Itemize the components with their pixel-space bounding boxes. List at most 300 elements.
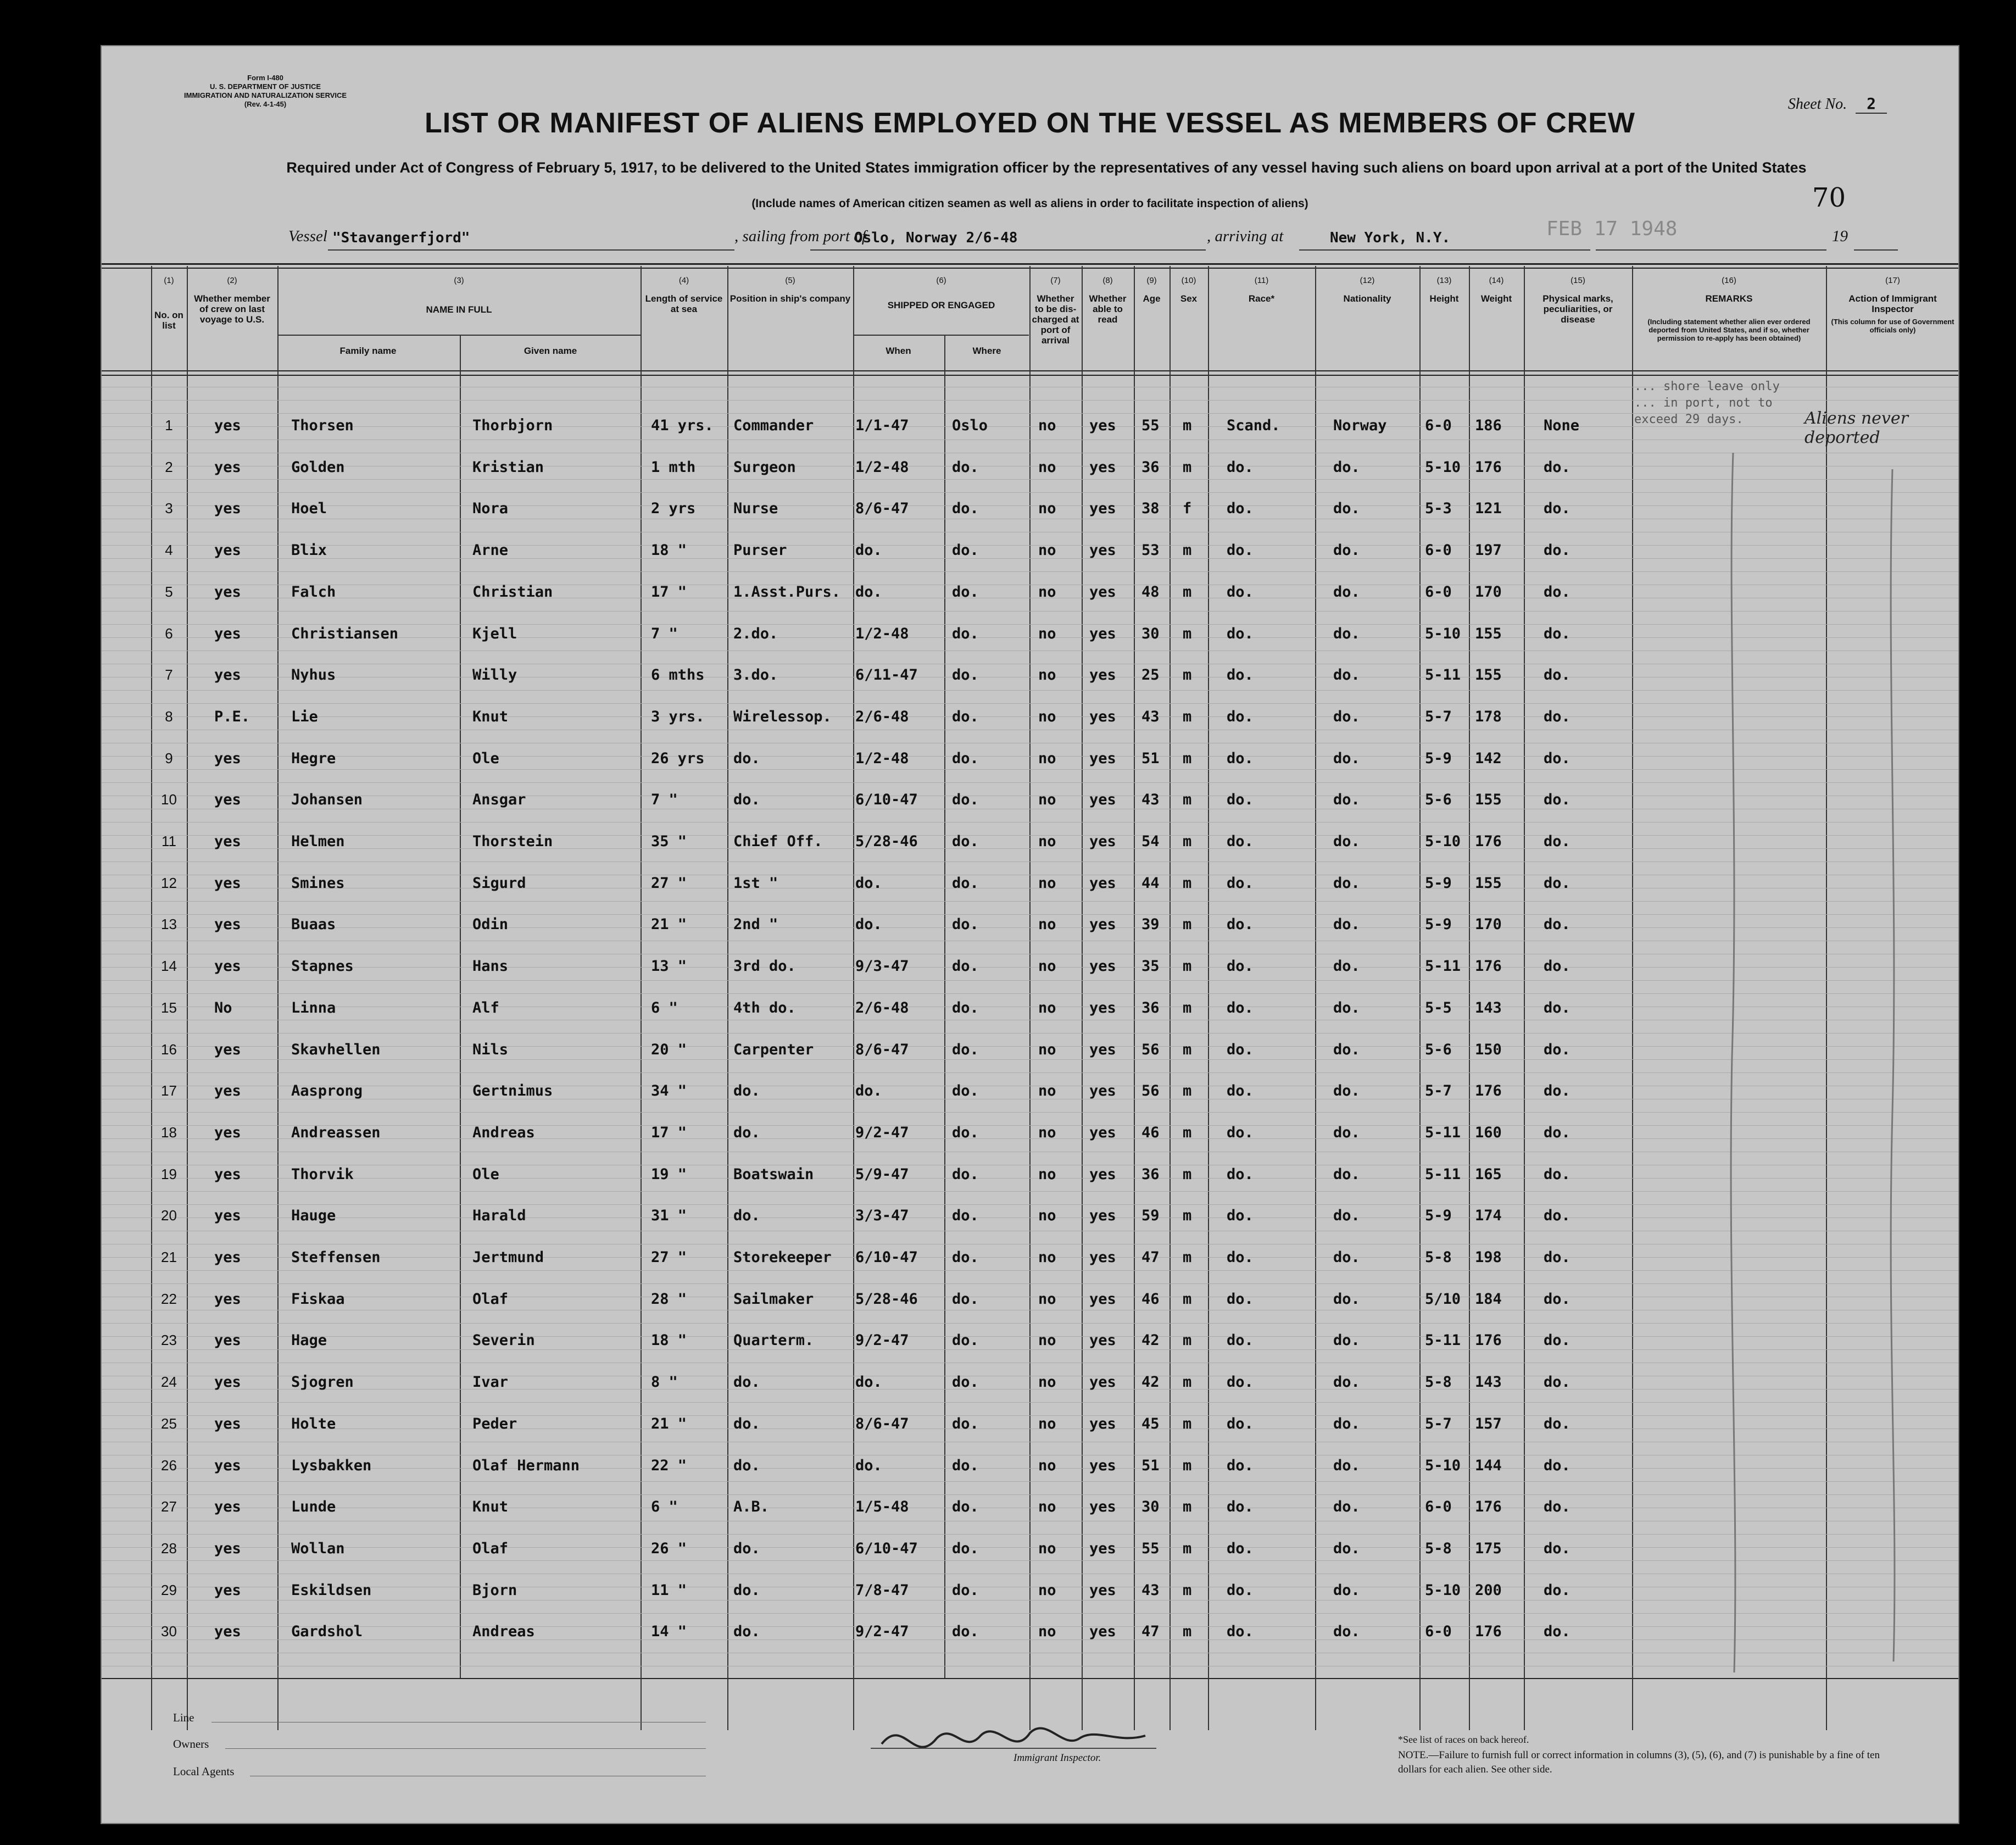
able-to-read: yes	[1089, 749, 1116, 767]
ruled-line	[102, 1072, 1958, 1073]
row-number: 14	[161, 958, 177, 975]
family-name: Smines	[291, 874, 345, 892]
column-number: (8)	[1102, 276, 1113, 285]
column-header: Whether to be dis-charged at port of arrival	[1032, 293, 1079, 346]
age: 39	[1141, 916, 1160, 933]
weight: 176	[1475, 1082, 1502, 1100]
family-name: Sjogren	[291, 1374, 354, 1391]
position: Boatswain	[733, 1165, 814, 1183]
nationality: do.	[1333, 1498, 1360, 1516]
family-name: Andreassen	[291, 1124, 381, 1141]
weight: 186	[1475, 417, 1502, 434]
given-name: Thorstein	[472, 833, 553, 850]
position: do.	[733, 1581, 760, 1599]
given-name: Olaf	[472, 1540, 509, 1557]
weight: 176	[1475, 1623, 1502, 1641]
shipped-where: do.	[952, 1374, 979, 1391]
physical-marks: do.	[1544, 1415, 1571, 1432]
prior-voyage: yes	[214, 1332, 241, 1349]
line-label: Line	[173, 1711, 194, 1724]
nationality: do.	[1333, 625, 1360, 642]
family-name: Aasprong	[291, 1082, 363, 1100]
weight: 200	[1475, 1581, 1502, 1599]
shipped-where: do.	[952, 1623, 979, 1641]
prior-voyage: yes	[214, 1165, 241, 1183]
age: 46	[1141, 1290, 1160, 1308]
ruled-line	[102, 1178, 1958, 1179]
race: do.	[1227, 542, 1254, 559]
age: 36	[1141, 999, 1160, 1016]
physical-marks: do.	[1544, 1540, 1571, 1557]
length-of-service: 11 "	[651, 1581, 687, 1599]
shipped-where: do.	[952, 1581, 979, 1599]
family-name: Helmen	[291, 833, 345, 850]
nationality: do.	[1333, 542, 1360, 559]
weight: 121	[1475, 500, 1502, 518]
position: Wirelessop.	[733, 708, 832, 725]
column-header: Race*	[1248, 293, 1275, 304]
owners-label: Owners	[173, 1737, 209, 1750]
shipped-where: do.	[952, 666, 979, 684]
physical-marks: do.	[1544, 958, 1571, 975]
weight: 155	[1475, 791, 1502, 809]
able-to-read: yes	[1089, 542, 1116, 559]
discharged: no	[1038, 874, 1056, 892]
ruled-line	[102, 1547, 1958, 1548]
discharged: no	[1038, 458, 1056, 476]
position: 4th do.	[733, 999, 796, 1016]
column-header: Sex	[1180, 293, 1198, 304]
position: 3rd do.	[733, 958, 796, 975]
ruled-line	[102, 1349, 1958, 1350]
age: 47	[1141, 1623, 1160, 1641]
able-to-read: yes	[1089, 874, 1116, 892]
family-name: Fiskaa	[291, 1290, 345, 1308]
height: 5-8	[1425, 1249, 1452, 1266]
nationality: do.	[1333, 708, 1360, 725]
shipped-when: 1/5-48	[855, 1498, 909, 1516]
given-name: Olaf Hermann	[472, 1457, 580, 1474]
able-to-read: yes	[1089, 958, 1116, 975]
physical-marks: do.	[1544, 749, 1571, 767]
ruled-line	[102, 1059, 1958, 1060]
sex: m	[1183, 542, 1192, 559]
row-number: 10	[161, 791, 177, 808]
prior-voyage: yes	[214, 1415, 241, 1432]
column-number: (1)	[164, 276, 174, 285]
ruled-line	[102, 505, 1958, 506]
able-to-read: yes	[1089, 1457, 1116, 1474]
shipped-where: do.	[952, 1457, 979, 1474]
ruled-line	[102, 914, 1958, 915]
form-number: Form I-480	[247, 74, 283, 82]
nationality: do.	[1333, 1374, 1360, 1391]
position: Chief Off.	[733, 833, 823, 850]
ruled-line	[102, 901, 1958, 902]
column-header-note: (Including statement whether alien ever ordered deported from United States, and if so, whether permission to re-apply has been obtained)	[1647, 318, 1811, 342]
family-name: Falch	[291, 583, 336, 601]
shipped-when: 8/6-47	[855, 1041, 909, 1058]
row-number: 18	[161, 1124, 177, 1141]
races-note: *See list of races on back hereof.	[1398, 1734, 1529, 1745]
family-name: Hoel	[291, 500, 327, 518]
age: 51	[1141, 1457, 1160, 1474]
prior-voyage: yes	[214, 1041, 241, 1058]
position: do.	[733, 749, 760, 767]
given-name: Bjorn	[472, 1581, 517, 1599]
ruled-line	[102, 716, 1958, 717]
prior-voyage: yes	[214, 1498, 241, 1516]
position: do.	[733, 1207, 760, 1225]
physical-marks: do.	[1544, 1498, 1571, 1516]
length-of-service: 41 yrs.	[651, 417, 714, 434]
age: 25	[1141, 666, 1160, 684]
height: 5-7	[1425, 708, 1452, 725]
nationality: do.	[1333, 1540, 1360, 1557]
column-number: (3)	[454, 276, 464, 285]
family-name: Lysbakken	[291, 1457, 372, 1474]
inspector-note: Aliens never deported	[1805, 409, 1908, 447]
row-number: 27	[161, 1498, 177, 1515]
shipped-where: do.	[952, 1207, 979, 1225]
sheet-label: Sheet No.	[1787, 96, 1847, 113]
prior-voyage: yes	[214, 1290, 241, 1308]
nationality: do.	[1333, 874, 1360, 892]
height: 6-0	[1425, 1623, 1452, 1641]
able-to-read: yes	[1089, 999, 1116, 1016]
length-of-service: 21 "	[651, 916, 687, 933]
column-header: Whether member of crew on last voyage to U.S.	[194, 293, 270, 325]
able-to-read: yes	[1089, 1290, 1116, 1308]
height: 5-8	[1425, 1374, 1452, 1391]
race: do.	[1227, 749, 1254, 767]
column-divider	[1524, 266, 1525, 1730]
position: 2.do.	[733, 625, 778, 642]
sex: m	[1183, 1332, 1192, 1349]
physical-marks: do.	[1544, 1207, 1571, 1225]
length-of-service: 17 "	[651, 583, 687, 601]
local-agents-label: Local Agents	[173, 1765, 235, 1778]
sex: m	[1183, 916, 1192, 933]
length-of-service: 7 "	[651, 625, 678, 642]
age: 46	[1141, 1124, 1160, 1141]
able-to-read: yes	[1089, 1581, 1116, 1599]
given-name: Sigurd	[472, 874, 526, 892]
length-of-service: 20 "	[651, 1041, 687, 1058]
prior-voyage: yes	[214, 916, 241, 933]
family-name: Lie	[291, 708, 318, 725]
prior-voyage: yes	[214, 1207, 241, 1225]
weight: 176	[1475, 833, 1502, 850]
family-name: Steffensen	[291, 1249, 381, 1266]
nationality: do.	[1333, 1165, 1360, 1183]
handwritten-ditto-lines	[1722, 453, 1942, 1678]
given-name: Ole	[472, 749, 499, 767]
shipped-where: do.	[952, 1498, 979, 1516]
able-to-read: yes	[1089, 583, 1116, 601]
family-name: Thorvik	[291, 1165, 354, 1183]
prior-voyage: yes	[214, 874, 241, 892]
shipped-where: do.	[952, 1540, 979, 1557]
physical-marks: do.	[1544, 500, 1571, 518]
family-name: Blix	[291, 542, 327, 559]
shipped-when: 9/3-47	[855, 958, 909, 975]
discharged: no	[1038, 1457, 1056, 1474]
height: 5-6	[1425, 1041, 1452, 1058]
column-header: Nationality	[1343, 293, 1391, 304]
height: 5-10	[1425, 833, 1461, 850]
nationality: do.	[1333, 458, 1360, 476]
row-number: 16	[161, 1041, 177, 1058]
sex: m	[1183, 1415, 1192, 1432]
given-name: Ansgar	[472, 791, 526, 809]
shipped-when: 2/6-48	[855, 999, 909, 1016]
position: do.	[733, 1124, 760, 1141]
discharged: no	[1038, 1623, 1056, 1641]
column-divider	[1208, 266, 1209, 1730]
nationality: do.	[1333, 1415, 1360, 1432]
weight: 165	[1475, 1165, 1502, 1183]
penalty-note: NOTE.—Failure to furnish full or correct information in columns (3), (5), (6), and (7) is punishable by a fine of ten dollars for each alien. See other side.	[1398, 1749, 1880, 1775]
year-label: 19	[1832, 227, 1848, 245]
race: do.	[1227, 1457, 1254, 1474]
nationality: do.	[1333, 833, 1360, 850]
able-to-read: yes	[1089, 833, 1116, 850]
race: do.	[1227, 625, 1254, 642]
given-name-header: Given name	[524, 346, 577, 356]
race: do.	[1227, 1415, 1254, 1432]
physical-marks: do.	[1544, 999, 1571, 1016]
sex: m	[1183, 1290, 1192, 1308]
column-header: REMARKS	[1705, 293, 1753, 304]
family-name: Linna	[291, 999, 336, 1016]
sex: m	[1183, 833, 1192, 850]
shipped-when: do.	[855, 874, 882, 892]
physical-marks: do.	[1544, 791, 1571, 809]
shipped-where: do.	[952, 958, 979, 975]
ruled-line	[102, 1283, 1958, 1284]
weight: 174	[1475, 1207, 1502, 1225]
length-of-service: 6 "	[651, 1498, 678, 1516]
family-name: Hegre	[291, 749, 336, 767]
family-name: Thorsen	[291, 417, 354, 434]
shipped-when: 9/2-47	[855, 1332, 909, 1349]
shipped-where: Oslo	[952, 417, 988, 434]
height: 5-10	[1425, 1457, 1461, 1474]
weight: 160	[1475, 1124, 1502, 1141]
age: 59	[1141, 1207, 1160, 1225]
sex: m	[1183, 1165, 1192, 1183]
sex: m	[1183, 1374, 1192, 1391]
ruled-line	[102, 1336, 1958, 1337]
ruled-line	[102, 782, 1958, 783]
height: 5-11	[1425, 1165, 1461, 1183]
able-to-read: yes	[1089, 1415, 1116, 1432]
nationality: do.	[1333, 1082, 1360, 1100]
height: 5-9	[1425, 874, 1452, 892]
given-name: Gertnimus	[472, 1082, 553, 1100]
sex: m	[1183, 1207, 1192, 1225]
discharged: no	[1038, 1124, 1056, 1141]
shipped-where: do.	[952, 1082, 979, 1100]
race: do.	[1227, 1041, 1254, 1058]
row-number: 6	[165, 625, 173, 642]
column-header: Physical marks, peculiarities, or disease	[1542, 293, 1613, 325]
race: do.	[1227, 1082, 1254, 1100]
height: 5-11	[1425, 1124, 1461, 1141]
sex: m	[1183, 666, 1192, 684]
shipped-where: do.	[952, 458, 979, 476]
nationality: do.	[1333, 1457, 1360, 1474]
weight: 176	[1475, 1498, 1502, 1516]
nationality: do.	[1333, 1623, 1360, 1641]
shipped-when: 5/28-46	[855, 1290, 918, 1308]
family-name: Christiansen	[291, 625, 399, 642]
prior-voyage: yes	[214, 666, 241, 684]
height: 5-9	[1425, 916, 1452, 933]
where-header: Where	[972, 346, 1001, 356]
position: Commander	[733, 417, 814, 434]
nationality: do.	[1333, 791, 1360, 809]
age: 53	[1141, 542, 1160, 559]
race: do.	[1227, 1540, 1254, 1557]
able-to-read: yes	[1089, 625, 1116, 642]
family-name: Lunde	[291, 1498, 336, 1516]
row-number: 4	[165, 542, 173, 559]
discharged: no	[1038, 1374, 1056, 1391]
weight: 197	[1475, 542, 1502, 559]
given-name: Severin	[472, 1332, 535, 1349]
physical-marks: do.	[1544, 1374, 1571, 1391]
shipped-when: 9/2-47	[855, 1623, 909, 1641]
manifest-sheet	[101, 45, 1959, 1824]
given-name: Jertmund	[472, 1249, 544, 1266]
family-name: Nyhus	[291, 666, 336, 684]
physical-marks: do.	[1544, 833, 1571, 850]
ruled-line	[102, 690, 1958, 691]
row-number: 13	[161, 916, 177, 933]
weight: 155	[1475, 625, 1502, 642]
ruled-line	[102, 1613, 1958, 1614]
row-number: 9	[165, 749, 173, 766]
column-number: (7)	[1050, 276, 1061, 285]
physical-marks: do.	[1544, 1332, 1571, 1349]
discharged: no	[1038, 958, 1056, 975]
family-name: Holte	[291, 1415, 336, 1432]
able-to-read: yes	[1089, 1623, 1116, 1641]
shipped-when: 3/3-47	[855, 1207, 909, 1225]
length-of-service: 31 "	[651, 1207, 687, 1225]
physical-marks: do.	[1544, 1124, 1571, 1141]
position: Surgeon	[733, 458, 796, 476]
shipped-where: do.	[952, 583, 979, 601]
physical-marks: do.	[1544, 1581, 1571, 1599]
prior-voyage: yes	[214, 1082, 241, 1100]
shipped-where: do.	[952, 1165, 979, 1183]
ruled-line	[102, 993, 1958, 994]
prior-voyage: yes	[214, 1374, 241, 1391]
age: 45	[1141, 1415, 1160, 1432]
length-of-service: 6 "	[651, 999, 678, 1016]
inspector-label: Immigrant Inspector.	[1013, 1752, 1101, 1764]
position: do.	[733, 791, 760, 809]
length-of-service: 2 yrs	[651, 500, 696, 518]
given-name: Peder	[472, 1415, 517, 1432]
weight: 170	[1475, 583, 1502, 601]
prior-voyage: yes	[214, 749, 241, 767]
shipped-when: do.	[855, 1457, 882, 1474]
age: 56	[1141, 1041, 1160, 1058]
shipped-where: do.	[952, 874, 979, 892]
nationality: do.	[1333, 583, 1360, 601]
column-divider	[727, 266, 728, 1730]
given-name: Willy	[472, 666, 517, 684]
prior-voyage: yes	[214, 417, 241, 434]
shipped-when: 5/9-47	[855, 1165, 909, 1183]
physical-marks: do.	[1544, 1290, 1571, 1308]
row-number: 5	[165, 583, 173, 600]
race: do.	[1227, 1623, 1254, 1641]
nationality: do.	[1333, 500, 1360, 518]
family-name: Hauge	[291, 1207, 336, 1225]
family-name: Stapnes	[291, 958, 354, 975]
column-divider	[1419, 266, 1421, 1730]
row-number: 11	[161, 833, 176, 849]
age: 55	[1141, 417, 1160, 434]
nationality: do.	[1333, 999, 1360, 1016]
row-number: 20	[161, 1207, 177, 1224]
length-of-service: 18 "	[651, 1332, 687, 1349]
given-name: Thorbjorn	[472, 417, 553, 434]
position: do.	[733, 1623, 760, 1641]
able-to-read: yes	[1089, 1207, 1116, 1225]
weight: 155	[1475, 666, 1502, 684]
age: 30	[1141, 1498, 1160, 1516]
given-name: Andreas	[472, 1124, 535, 1141]
discharged: no	[1038, 708, 1056, 725]
weight: 144	[1475, 1457, 1502, 1474]
able-to-read: yes	[1089, 1540, 1116, 1557]
row-number: 19	[161, 1165, 177, 1182]
physical-marks: do.	[1544, 625, 1571, 642]
shipped-where: do.	[952, 916, 979, 933]
able-to-read: yes	[1089, 666, 1116, 684]
column-number: (9)	[1146, 276, 1157, 285]
length-of-service: 8 "	[651, 1374, 678, 1391]
given-name: Nils	[472, 1041, 509, 1058]
nationality: do.	[1333, 916, 1360, 933]
length-of-service: 27 "	[651, 1249, 687, 1266]
column-number: (12)	[1360, 276, 1375, 285]
sex: m	[1183, 583, 1192, 601]
row-number: 21	[161, 1249, 177, 1265]
ruled-line	[102, 571, 1958, 572]
height: 5-5	[1425, 999, 1452, 1016]
given-name: Kristian	[472, 458, 544, 476]
age: 42	[1141, 1374, 1160, 1391]
row-number: 17	[161, 1082, 177, 1099]
height: 5-10	[1425, 458, 1461, 476]
discharged: no	[1038, 1207, 1056, 1225]
prior-voyage: P.E.	[214, 708, 250, 725]
sex: m	[1183, 749, 1192, 767]
column-number: (11)	[1254, 276, 1269, 285]
ruled-line	[102, 967, 1958, 968]
age: 44	[1141, 874, 1160, 892]
length-of-service: 34 "	[651, 1082, 687, 1100]
length-of-service: 17 "	[651, 1124, 687, 1141]
ruled-line	[102, 1600, 1958, 1601]
